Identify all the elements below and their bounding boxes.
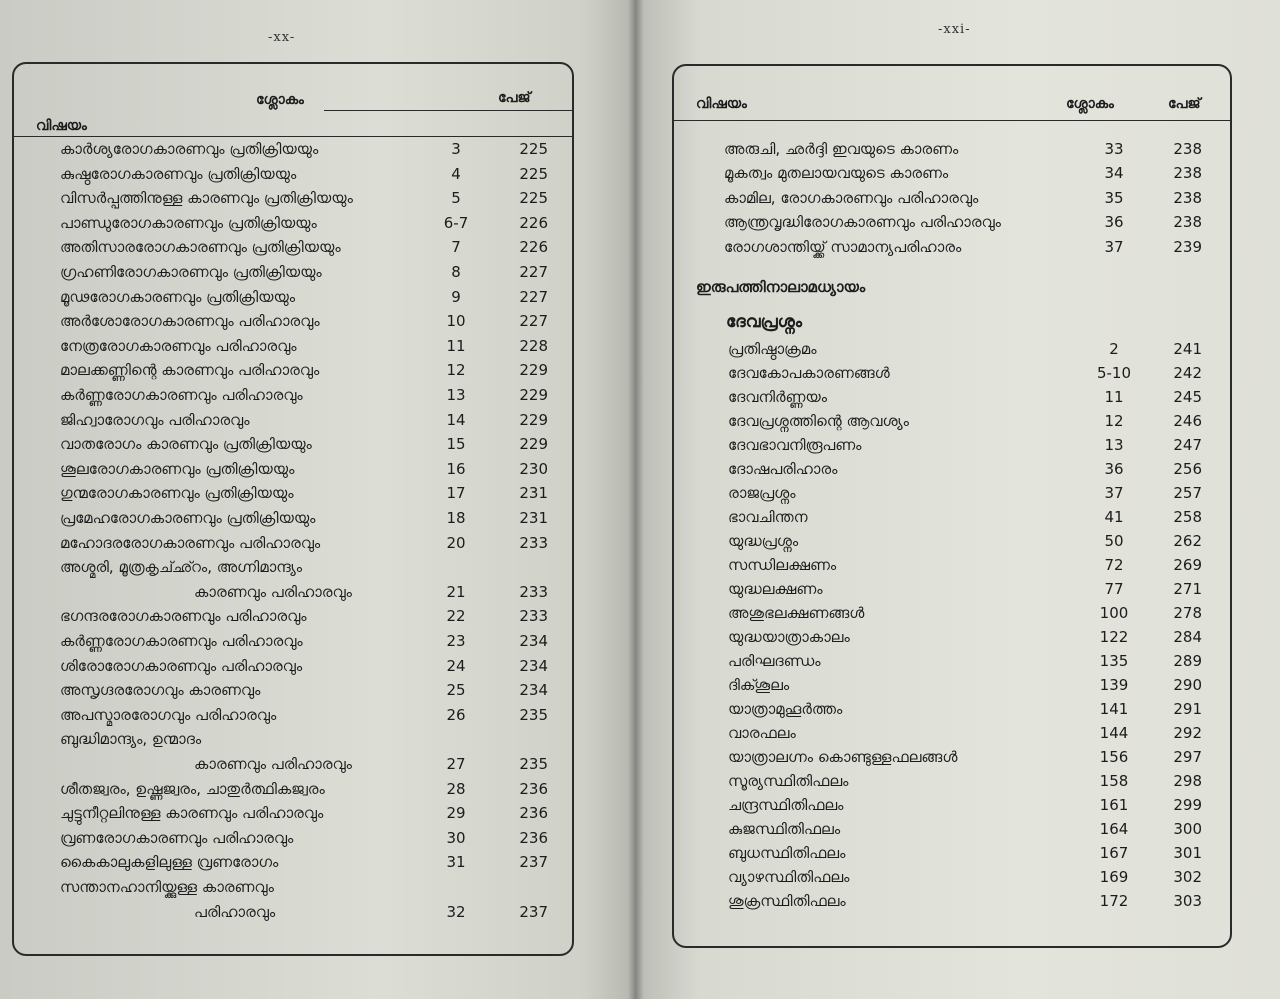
contents-row	[14, 214, 572, 238]
contents-row	[674, 164, 1230, 188]
contents-page: 299	[1173, 796, 1202, 814]
contents-page: 229	[519, 361, 548, 380]
contents-page: 298	[1173, 772, 1202, 790]
contents-topic: ഗുന്മരോഗകാരണവും പ്രതിക്രിയയും	[60, 484, 294, 503]
contents-row	[14, 804, 572, 828]
contents-sloka: 5	[451, 189, 461, 208]
contents-row	[14, 238, 572, 262]
contents-sloka: 167	[1099, 844, 1129, 862]
contents-row	[14, 484, 572, 508]
right-page	[636, 0, 1280, 999]
contents-row	[14, 337, 572, 361]
contents-row	[14, 853, 572, 877]
contents-sloka: 4	[451, 164, 461, 183]
contents-row	[674, 388, 1230, 412]
contents-topic: ആന്ത്രവൃദ്ധിരോഗകാരണവും പരിഹാരവും	[724, 213, 1001, 232]
contents-page: 289	[1173, 652, 1202, 670]
contents-sloka: 72	[1104, 556, 1124, 574]
contents-sloka: 12	[446, 361, 466, 380]
contents-page: 225	[519, 140, 548, 158]
contents-row	[674, 892, 1230, 916]
left-page-number: -xx-	[268, 30, 296, 45]
contents-row	[14, 657, 572, 681]
contents-row	[14, 534, 572, 558]
contents-row	[14, 780, 572, 804]
contents-page: 303	[1173, 892, 1202, 910]
contents-sloka: 37	[1104, 484, 1124, 502]
contents-page: 229	[519, 435, 548, 454]
contents-row	[674, 412, 1230, 436]
contents-page: 238	[1173, 213, 1202, 232]
contents-topic: ശൂലരോഗകാരണവും പ്രതിക്രിയയും	[60, 459, 295, 478]
contents-topic: കർണ്ണരോഗകാരണവും പരിഹാരവും	[60, 632, 303, 650]
contents-topic: വിസർപ്പത്തിനുള്ള കാരണവും പ്രതിക്രിയയും	[60, 189, 353, 208]
contents-sloka: 100	[1099, 604, 1129, 622]
contents-page: 291	[1173, 700, 1202, 718]
contents-sloka: 5-10	[1096, 364, 1132, 382]
contents-topic: മൂഢരോഗകാരണവും പ്രതിക്രിയയും	[60, 287, 296, 306]
contents-row	[14, 878, 572, 902]
contents-row	[14, 755, 572, 779]
contents-page: 236	[519, 779, 548, 798]
contents-page: 234	[519, 656, 548, 675]
contents-topic: ദേവപ്രശ്നത്തിന്റെ ആവശ്യം	[728, 412, 909, 430]
contents-page: 242	[1173, 364, 1202, 382]
contents-page: 241	[1173, 340, 1202, 358]
contents-sloka: 29	[446, 804, 466, 823]
contents-topic: കർണ്ണരോഗകാരണവും പരിഹാരവും	[60, 386, 303, 404]
contents-topic: അതിസാരരോഗകാരണവും പ്രതിക്രിയയും	[60, 238, 341, 257]
left-contents-box	[12, 62, 574, 956]
contents-page: 271	[1173, 580, 1202, 598]
contents-topic: നേത്രരോഗകാരണവും പരിഹാരവും	[60, 336, 297, 355]
contents-topic: ദേവഭാവനിരൂപണം	[728, 436, 862, 454]
contents-sloka: 8	[451, 263, 461, 281]
contents-sloka: 122	[1099, 628, 1129, 646]
contents-page: 297	[1173, 748, 1202, 766]
contents-topic: വാരഫലം	[728, 724, 796, 742]
contents-row	[674, 700, 1230, 724]
contents-sloka: 26	[446, 705, 466, 724]
contents-page: 225	[519, 164, 548, 183]
contents-page: 228	[519, 336, 548, 355]
contents-sloka: 10	[446, 312, 466, 331]
contents-topic: പരിഹാരവും	[194, 902, 276, 921]
contents-topic: ബുദ്ധിമാന്ദ്യം, ഉന്മാദം	[60, 730, 202, 749]
contents-page: 231	[519, 484, 548, 503]
contents-page: 229	[519, 410, 548, 429]
contents-row	[674, 436, 1230, 460]
contents-row	[14, 607, 572, 631]
contents-sloka: 32	[446, 902, 466, 921]
contents-row	[674, 238, 1230, 262]
contents-sloka: 11	[1104, 388, 1124, 406]
contents-page: 237	[519, 853, 548, 872]
contents-topic: ഗ്രഹണിരോഗകാരണവും പ്രതിക്രിയയും	[60, 263, 322, 281]
contents-sloka: 6-7	[443, 213, 469, 232]
contents-topic: ശുക്രസ്ഥിതിഫലം	[728, 892, 846, 910]
header-rule-upper	[324, 110, 572, 111]
contents-sloka: 28	[446, 779, 466, 798]
contents-sloka: 27	[446, 755, 466, 773]
contents-topic: സന്താനഹാനിയ്ക്കുള്ള കാരണവും	[60, 878, 274, 896]
contents-topic: അർശോരോഗകാരണവും പരിഹാരവും	[60, 312, 320, 331]
contents-row	[14, 435, 572, 459]
contents-page: 238	[1173, 164, 1202, 183]
contents-row	[14, 583, 572, 607]
contents-topic: ചുട്ടുനീറ്റലിനുള്ള കാരണവും പരിഹാരവും	[60, 804, 324, 823]
right-contents-box	[672, 64, 1232, 948]
book-gutter	[628, 0, 644, 999]
contents-row	[674, 189, 1230, 213]
contents-page: 225	[519, 189, 548, 208]
contents-row	[14, 706, 572, 730]
contents-page: 236	[519, 828, 548, 847]
contents-sloka: 144	[1099, 724, 1129, 742]
contents-topic: ഭാവചിന്തന	[728, 508, 808, 526]
contents-sloka: 13	[1104, 436, 1124, 454]
left-page	[0, 0, 636, 999]
contents-page: 227	[519, 263, 548, 281]
contents-row	[14, 288, 572, 312]
contents-topic: യുദ്ധലക്ഷണം	[728, 580, 823, 598]
contents-page: 262	[1173, 532, 1202, 550]
page-header: പേജ്	[1168, 96, 1201, 112]
contents-sloka: 17	[446, 484, 466, 503]
contents-row	[674, 628, 1230, 652]
contents-topic: ചന്ദ്രസ്ഥിതിഫലം	[728, 796, 844, 814]
contents-topic: വ്യാഴസ്ഥിതിഫലം	[728, 868, 850, 886]
contents-row	[674, 484, 1230, 508]
contents-row	[14, 312, 572, 336]
contents-row	[14, 681, 572, 705]
sloka-header: ശ്ലോകം	[1066, 96, 1114, 112]
contents-topic: പ്രമേഹരോഗകാരണവും പ്രതിക്രിയയും	[60, 509, 316, 527]
contents-topic: യുദ്ധയാത്രാകാലം	[728, 628, 850, 646]
contents-row	[14, 140, 572, 164]
contents-sloka: 11	[446, 336, 466, 355]
contents-row	[674, 532, 1230, 556]
contents-sloka: 41	[1104, 508, 1124, 526]
chapter-title: ഇരുപത്തിനാലാമധ്യായം	[696, 278, 866, 296]
contents-sloka: 172	[1099, 892, 1129, 910]
contents-row	[674, 652, 1230, 676]
contents-sloka: 36	[1104, 213, 1124, 232]
contents-topic: പരിഘദണ്ഡം	[728, 652, 821, 670]
contents-sloka: 158	[1099, 772, 1129, 790]
contents-sloka: 30	[446, 828, 466, 847]
contents-topic: ബുധസ്ഥിതിഫലം	[728, 844, 846, 862]
contents-topic: അശുഭലക്ഷണങ്ങൾ	[728, 604, 865, 622]
contents-sloka: 33	[1104, 140, 1124, 158]
contents-row	[674, 844, 1230, 868]
contents-sloka: 135	[1099, 652, 1129, 670]
contents-page: 256	[1173, 460, 1202, 478]
contents-row	[14, 386, 572, 410]
contents-row	[14, 509, 572, 533]
contents-sloka: 34	[1104, 164, 1124, 183]
contents-sloka: 139	[1099, 676, 1129, 694]
contents-row	[14, 189, 572, 213]
contents-sloka: 169	[1099, 868, 1129, 886]
contents-row	[14, 632, 572, 656]
contents-topic: ശിരോരോഗകാരണവും പരിഹാരവും	[60, 656, 303, 675]
contents-row	[14, 411, 572, 435]
contents-sloka: 37	[1104, 237, 1124, 256]
contents-topic: വാതരോഗം കാരണവും പ്രതിക്രിയയും	[60, 435, 312, 454]
contents-sloka: 21	[446, 582, 466, 601]
contents-page: 236	[519, 804, 548, 823]
contents-topic: കാർശ്യരോഗകാരണവും പ്രതിക്രിയയും	[60, 140, 319, 158]
contents-topic: അപസ്മാരരോഗവും പരിഹാരവും	[60, 705, 277, 724]
contents-row	[674, 796, 1230, 820]
header-rule-lower	[14, 136, 572, 137]
contents-sloka: 3	[451, 140, 461, 158]
contents-page: 239	[1173, 237, 1202, 256]
contents-sloka: 36	[1104, 460, 1124, 478]
header-rule	[674, 120, 1230, 121]
contents-row	[14, 263, 572, 287]
contents-page: 226	[519, 238, 548, 257]
contents-sloka: 13	[446, 386, 466, 404]
contents-page: 278	[1173, 604, 1202, 622]
contents-topic: സന്ധിലക്ഷണം	[728, 556, 837, 574]
contents-topic: അശ്മരി, മൂത്രകൃച്ഛ്റം, അഗ്നിമാന്ദ്യം	[60, 558, 303, 577]
contents-sloka: 14	[446, 410, 466, 429]
page-header: പേജ്	[498, 90, 531, 106]
contents-row	[674, 340, 1230, 364]
contents-row	[674, 580, 1230, 604]
contents-row	[14, 558, 572, 582]
contents-row	[14, 730, 572, 754]
contents-topic: ദിക്ശൂലം	[728, 676, 790, 694]
contents-sloka: 24	[446, 656, 466, 675]
contents-topic: ഭഗന്ദരരോഗകാരണവും പരിഹാരവും	[60, 607, 307, 626]
contents-row	[14, 165, 572, 189]
contents-sloka: 50	[1104, 532, 1124, 550]
contents-sloka: 16	[446, 459, 466, 478]
contents-topic: അരുചി, ഛർദ്ദി ഇവയുടെ കാരണം	[724, 140, 959, 158]
contents-sloka: 35	[1104, 188, 1124, 207]
contents-topic: കുഷ്ഠരോഗകാരണവും പ്രതിക്രിയയും	[60, 164, 297, 183]
contents-row	[674, 724, 1230, 748]
contents-topic: കാമില, രോഗകാരണവും പരിഹാരവും	[724, 188, 979, 207]
contents-topic: യാത്രാലഗ്നം കൊണ്ടുള്ളഫലങ്ങൾ	[728, 748, 958, 766]
contents-sloka: 23	[446, 632, 466, 650]
contents-page: 284	[1173, 628, 1202, 646]
contents-topic: കുജസ്ഥിതിഫലം	[728, 820, 841, 838]
contents-page: 233	[519, 582, 548, 601]
contents-page: 227	[519, 287, 548, 306]
contents-page: 245	[1173, 388, 1202, 406]
contents-row	[14, 829, 572, 853]
contents-page: 269	[1173, 556, 1202, 574]
contents-page: 234	[519, 632, 548, 650]
contents-page: 300	[1173, 820, 1202, 838]
contents-sloka: 156	[1099, 748, 1129, 766]
contents-page: 227	[519, 312, 548, 331]
contents-topic: ദോഷപരിഹാരം	[728, 460, 838, 478]
contents-page: 238	[1173, 140, 1202, 158]
contents-topic: കൈകാലുകളിലുള്ള വ്രണരോഗം	[60, 853, 279, 872]
contents-page: 229	[519, 386, 548, 404]
contents-topic: കാരണവും പരിഹാരവും	[194, 755, 352, 773]
contents-page: 238	[1173, 188, 1202, 207]
contents-sloka: 22	[446, 607, 466, 626]
contents-row	[674, 676, 1230, 700]
contents-sloka: 9	[451, 287, 461, 306]
contents-page: 290	[1173, 676, 1202, 694]
contents-sloka: 15	[446, 435, 466, 454]
contents-page: 301	[1173, 844, 1202, 862]
contents-sloka: 31	[446, 853, 466, 872]
contents-page: 226	[519, 213, 548, 232]
contents-row	[674, 820, 1230, 844]
contents-page: 230	[519, 459, 548, 478]
right-page-number: -xxi-	[938, 22, 971, 37]
contents-row	[14, 361, 572, 385]
contents-topic: അസൃഗ്ദരരോഗവും കാരണവും	[60, 681, 261, 700]
contents-topic: മൂകത്വം മുതലായവയുടെ കാരണം	[724, 164, 949, 183]
contents-sloka: 7	[451, 238, 461, 257]
contents-topic: യുദ്ധപ്രശ്നം	[728, 532, 799, 550]
contents-sloka: 77	[1104, 580, 1124, 598]
contents-row	[674, 213, 1230, 237]
contents-row	[674, 604, 1230, 628]
contents-page: 231	[519, 509, 548, 527]
contents-row	[674, 556, 1230, 580]
contents-page: 258	[1173, 508, 1202, 526]
topic-header: വിഷയം	[36, 118, 87, 134]
contents-topic: സൂര്യസ്ഥിതിഫലം	[728, 772, 849, 790]
section-title: ദേവപ്രശ്നം	[726, 312, 802, 332]
contents-page: 234	[519, 681, 548, 700]
contents-sloka: 141	[1099, 700, 1129, 718]
contents-sloka: 2	[1109, 340, 1119, 358]
contents-sloka: 164	[1099, 820, 1129, 838]
contents-row	[674, 364, 1230, 388]
contents-topic: ദേവനിർണ്ണയം	[728, 388, 828, 406]
contents-page: 292	[1173, 724, 1202, 742]
contents-topic: ശീതജ്വരം, ഉഷ്ണജ്വരം, ചാതുർത്ഥികജ്വരം	[60, 779, 325, 798]
contents-page: 233	[519, 533, 548, 552]
contents-topic: പാണ്ഡുരോഗകാരണവും പ്രതിക്രിയയും	[60, 213, 317, 232]
contents-row	[674, 772, 1230, 796]
contents-row	[674, 508, 1230, 532]
contents-topic: മഹോദരരോഗകാരണവും പരിഹാരവും	[60, 533, 321, 552]
contents-page: 247	[1173, 436, 1202, 454]
contents-topic: വ്രണരോഗകാരണവും പരിഹാരവും	[60, 828, 294, 847]
contents-topic: ജിഹ്വാരോഗവും പരിഹാരവും	[60, 410, 250, 429]
contents-page: 257	[1173, 484, 1202, 502]
contents-sloka: 18	[446, 509, 466, 527]
contents-page: 233	[519, 607, 548, 626]
contents-topic: യാത്രാമുഹൂർത്തം	[728, 700, 843, 718]
contents-page: 235	[519, 705, 548, 724]
contents-row	[14, 460, 572, 484]
contents-page: 235	[519, 755, 548, 773]
contents-row	[674, 868, 1230, 892]
contents-topic: ദേവകോപകാരണങ്ങൾ	[728, 364, 890, 382]
contents-topic: കാരണവും പരിഹാരവും	[194, 582, 352, 601]
contents-page: 237	[519, 902, 548, 921]
contents-topic: രോഗശാന്തിയ്ക്ക് സാമാന്യപരിഹാരം	[724, 237, 962, 256]
contents-topic: മാലക്കണ്ണിന്റെ കാരണവും പരിഹാരവും	[60, 361, 320, 380]
contents-page: 246	[1173, 412, 1202, 430]
contents-sloka: 20	[446, 533, 466, 552]
contents-row	[674, 460, 1230, 484]
topic-header: വിഷയം	[696, 96, 747, 112]
contents-sloka: 161	[1099, 796, 1129, 814]
sloka-header: ശ്ലോകം	[256, 92, 304, 108]
contents-sloka: 25	[446, 681, 466, 700]
contents-sloka: 12	[1104, 412, 1124, 430]
contents-row	[674, 140, 1230, 164]
contents-row	[674, 748, 1230, 772]
contents-topic: രാജപ്രശ്നം	[728, 484, 796, 502]
contents-row	[14, 903, 572, 927]
contents-page: 302	[1173, 868, 1202, 886]
contents-topic: പ്രതിഷ്ഠാക്രമം	[728, 340, 817, 358]
